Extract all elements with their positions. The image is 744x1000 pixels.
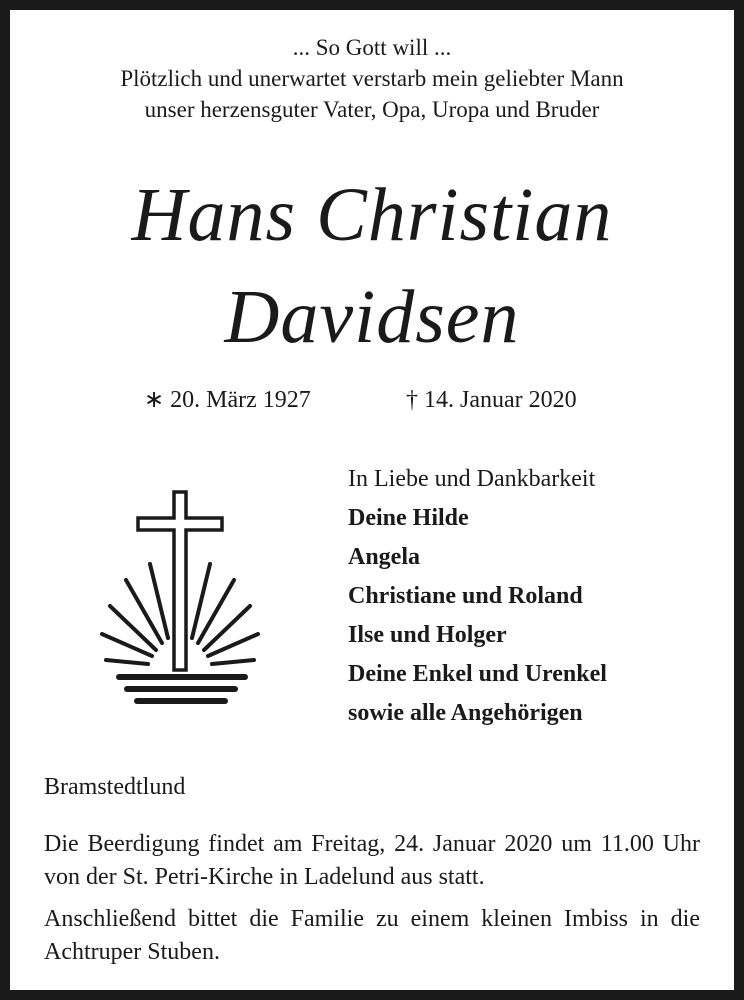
header-line-2: Plötzlich und unerwartet verstarb mein geliebter Mann: [120, 66, 624, 91]
deceased-name-line-2: Davidsen: [224, 275, 520, 359]
mourner-name: Angela: [348, 544, 420, 570]
mourners-block: [348, 460, 607, 733]
mourner-name: sowie alle Angehörigen: [348, 700, 583, 726]
mourner-name: Christiane und Roland: [348, 583, 583, 609]
mourner-name: Deine Enkel und Urenkel: [348, 661, 607, 687]
header-line-3: unser herzensguter Vater, Opa, Uropa und Bruder: [144, 97, 600, 122]
mourner-name: Deine Hilde: [348, 505, 469, 531]
mourner-name: Ilse und Holger: [348, 622, 507, 648]
place-name: Bramstedtlund: [44, 774, 186, 800]
deceased-name-line-1: Hans Christian: [131, 173, 613, 257]
birth-date: ∗ 20. März 1927: [144, 387, 311, 413]
mourners-intro: In Liebe und Dankbarkeit: [348, 466, 596, 492]
cross-sunrise-icon: [98, 488, 268, 710]
funeral-info: Die Beerdigung findet am Freitag, 24. Januar 2020 um 11.00 Uhr von der St. Petri-Kirche in Ladelund aus statt.: [44, 831, 700, 890]
header-line-1: ... So Gott will ...: [292, 35, 452, 60]
header-text: [0, 32, 744, 125]
reception-info: Anschließend bittet die Familie zu einem kleinen Imbiss in die Achtruper Stuben.: [44, 906, 700, 965]
death-date: † 14. Januar 2020: [406, 387, 577, 413]
